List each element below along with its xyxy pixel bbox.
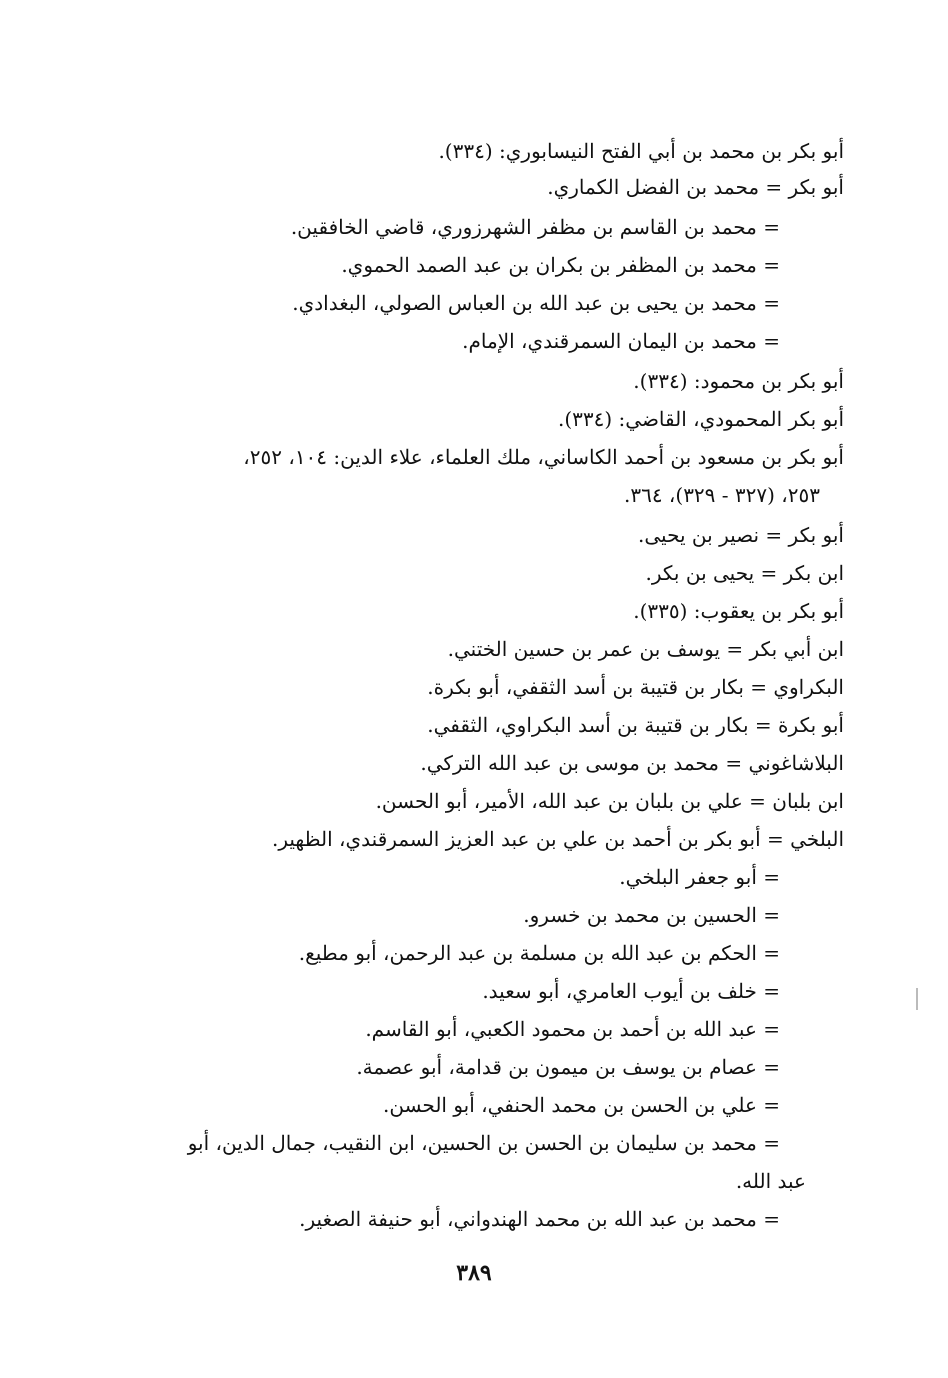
- index-subentry: = محمد بن المظفر بن بكران بن عبد الصمد الحموي.: [341, 253, 780, 277]
- index-entry: ابن بكر = يحيى بن بكر.: [645, 561, 844, 585]
- index-subentry: = الحسين بن محمد بن خسرو.: [523, 903, 780, 927]
- index-entry: البكراوي = بكار بن قتيبة بن أسد الثقفي، أبو بكرة.: [427, 675, 844, 699]
- index-entry: أبو بكر = محمد بن الفضل الكماري.: [547, 175, 844, 199]
- index-subentry: = عبد الله بن أحمد بن محمود الكعبي، أبو القاسم.: [365, 1017, 780, 1041]
- index-subentry: = عصام بن يوسف بن ميمون بن قدامة، أبو عصمة.: [356, 1055, 780, 1079]
- index-subentry: = محمد بن سليمان بن الحسن بن الحسين، ابن النقيب، جمال الدين، أبو: [187, 1131, 780, 1155]
- index-entry: ابن أبي بكر = يوسف بن عمر بن حسين الختني.: [447, 637, 844, 661]
- index-entry: أبو بكرة = بكار بن قتيبة بن أسد البكراوي، الثقفي.: [427, 713, 844, 737]
- index-subentry: = محمد بن اليمان السمرقندي، الإمام.: [462, 329, 780, 353]
- index-entry: أبو بكر المحمودي، القاضي: (٣٣٤).: [557, 407, 844, 431]
- index-entry: البلاشاغوني = محمد بن موسى بن عبد الله التركي.: [420, 751, 844, 775]
- index-subentry: = محمد بن يحيى بن عبد الله بن العباس الصولي، البغدادي.: [292, 291, 780, 315]
- index-subentry: = محمد بن القاسم بن مظفر الشهرزوري، قاضي الخافقين.: [290, 215, 780, 239]
- index-subentry: = علي بن الحسن بن محمد الحنفي، أبو الحسن.: [382, 1093, 780, 1117]
- index-entry: أبو بكر بن يعقوب: (٣٣٥).: [633, 599, 844, 623]
- index-subentry: = أبو جعفر البلخي.: [619, 865, 780, 889]
- index-entry-continuation: ٢٥٣، (٣٢٧ - ٣٢٩)، ٣٦٤.: [623, 483, 820, 507]
- index-subentry: = الحكم بن عبد الله بن مسلمة بن عبد الرحمن، أبو مطيع.: [298, 941, 780, 965]
- index-subentry: = خلف بن أيوب العامري، أبو سعيد.: [482, 979, 780, 1003]
- index-entry: أبو بكر = نصير بن يحيى.: [638, 523, 844, 547]
- index-entry: ابن بلبان = علي بن بلبان بن عبد الله، الأمير، أبو الحسن.: [375, 789, 844, 813]
- index-entry: أبو بكر بن محمد بن أبي الفتح النيسابوري: (٣٣٤).: [438, 139, 844, 163]
- index-subentry: = محمد بن عبد الله بن محمد الهندواني، أبو حنيفة الصغير.: [299, 1207, 780, 1231]
- index-entry: أبو بكر بن محمود: (٣٣٤).: [633, 369, 844, 393]
- index-entry: أبو بكر بن مسعود بن أحمد الكاساني، ملك العلماء، علاء الدين: ١٠٤، ٢٥٢،: [243, 445, 844, 469]
- margin-mark: [916, 988, 918, 1010]
- index-subentry-continuation: عبد الله.: [735, 1169, 806, 1193]
- page-number: ٣٨٩: [456, 1260, 492, 1286]
- index-entry: البلخي = أبو بكر بن أحمد بن علي بن عبد العزيز السمرقندي، الظهير.: [271, 827, 844, 851]
